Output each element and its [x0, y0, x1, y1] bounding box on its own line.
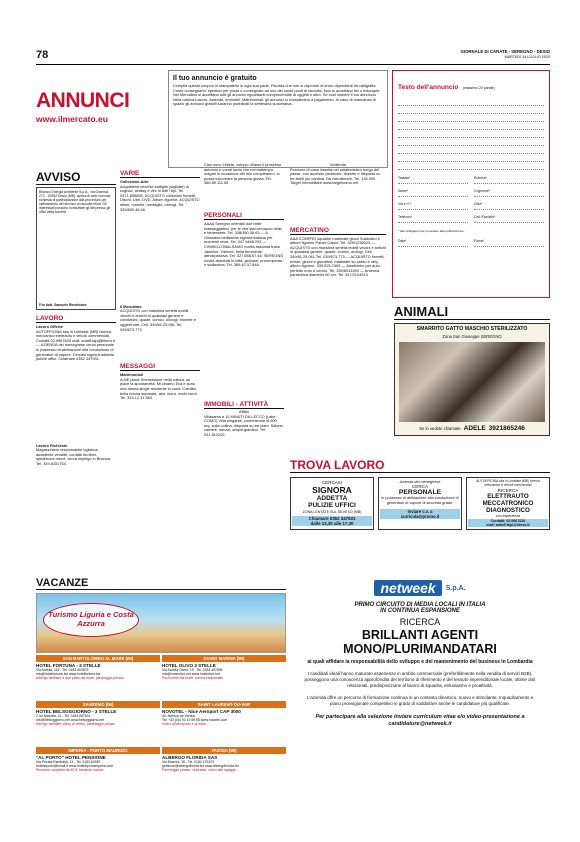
page-number: 78 [36, 49, 49, 61]
cat-photo [399, 342, 545, 422]
messaggi-title: MESSAGGI [120, 363, 200, 371]
hotel-address: Via Aurelia Ovest, 19 - Tel. 0183 497896 [162, 668, 223, 672]
netweek-cta: Per partecipare alla selezione inviare curriculum vitae e/o video-presentazione a candidature@netweek.it [315, 714, 525, 727]
lavoro-body2: Magazziniere responsabile logistica, assistente vendite, contatti fornitori, spedizione merci, cerca impiego in Brianza. Tel. 349.8151764. [36, 448, 112, 467]
hotel-region: DIANO MARINA (IM) [162, 655, 286, 662]
contact-phone: 3921865246 [488, 425, 525, 432]
avviso-body: Brianza Energia Ambiente S.p.A., via Gramsci, 272 - 20832 Desio (MB), avvisa di aver ricevuto richiesta di partecipazione alla procedura per l'affidamento del servizio di raccolta rifiuti. Gli interessati possono consultare gli atti presso gli uffici della società. [39, 190, 111, 215]
contact-name: ADELE [463, 425, 486, 432]
ad2-l4: in possesso di abilitazione alla conduzione di generatori di vapore di secondo grado. [381, 495, 459, 505]
trova-title: TROVA LAVORO [290, 458, 550, 473]
brand-block [36, 90, 164, 124]
netweek-tagline2: IN CONTINUA ESPANSIONE [380, 608, 460, 614]
netweek-role1: BRILLANTI AGENTI [361, 628, 479, 642]
hotel-address: C.so Matuzia, 41 - Tel. 0184 667631 [36, 714, 91, 718]
vacanze-banner [36, 593, 286, 653]
avviso-title: AVVISO [36, 170, 116, 185]
hotel-desc: Vicino all'aeroporto e al mare. [162, 722, 207, 727]
brand-title: ANNUNCI [36, 89, 130, 112]
hotel-card [36, 747, 160, 791]
lost-cat-headline: SMARRITO GATTO MASCHIO STERILIZZATO [416, 326, 528, 332]
mercatino-body: AAA COMPRO squadre materiale gioco Subbuteo e album figurine Panini Calcio. Tel. 329/1236023 — ACQUISTO con massima serietà mobili vecchi e antichi di qualsiasi genere, quadri, cornici, orologi. Cell. 349/61.25.061 Tel. 039/673.773 — ACQUISTO fumetti, riviste, giochi e giocattoli, materiale su calcio e rally, album figurine. 339.525.7463 — Alzabimbo per auto, perfetto euro 6 vendo. Tel. 339/6913394 — Antenna parabolica diametro 80 cm. Tel. 347/2104913 [290, 236, 386, 278]
netweek-ad [290, 578, 550, 810]
hotel-card [36, 655, 160, 699]
ad2-l6: curricula@promo.it [380, 514, 460, 519]
hotel-name: HOTEL BELSOGGIORNO - 3 STELLE [36, 709, 117, 714]
free-ad-title: Il tuo annuncio è gratuito [173, 75, 257, 82]
coupon-note: (massimo 20 parole) [462, 86, 495, 90]
ad2-l1: Azienda del meneghese [399, 480, 441, 484]
ad3-l8: mail: autoff.tapl@libero.it [468, 523, 548, 527]
hotel-address: 40, Avenue de Verdun [162, 714, 196, 718]
hotel-region: SANREMO (IM) [36, 701, 160, 708]
field-testata[interactable]: Testata* [398, 176, 468, 184]
free-ad-box [168, 70, 388, 168]
netweek-logo: netweek [374, 580, 441, 596]
ad1-l7: dalle 13,30 alle 17,30 [292, 521, 372, 526]
netweek-requirements: I candidati ideali hanno maturato esperienze in ambito commerciale (preferibilmente nella vendita di servizi B2B), posseggono una conoscenza approfondita del territorio di riferimento e del tessuto imprenditoriale locale, ottime doti relazionali, predisposizione al lavoro di squadra, entusiasmo e proattività. [304, 671, 536, 688]
column-1 [36, 170, 116, 490]
column-4 [290, 163, 386, 439]
immobili-sub: Affitto [239, 409, 249, 414]
ad3-l4: MECCATRONICO [482, 499, 534, 507]
lavoro-body: AUTOFFICINA sita in Limbiate (MB) ricerca meccanico elettrauto e veicoli commerciali. Contatti 02.9967620 mail: autoff.tapl@libero.it — AZIENDA del meneghese cerca personale in possesso di abilitazione alla conduzione di generatori di vapore. Cercasi signora addetta pulizie uffici. Chiamare 0362 347931. [36, 329, 115, 362]
coupon-title: Testo dell'annuncio [398, 84, 459, 91]
ad1-l4: PULIZIE UFFICI [308, 502, 356, 509]
messaggi-body: A ME piace l'immersione nella natura, mi piace la spontaneità. Mi chiamo Eva e sono una donna single residente in zona. Camilla, bella donna separata, alta, mora, occhi verdi. Tel. 333.12.31.563 [120, 377, 198, 401]
hotel-desc: Albergo familiare a due passi dal mare, parcheggio privato. [36, 676, 125, 681]
animali-section [394, 304, 550, 436]
hotel-desc: Albergo familiare vicino al centro, parcheggio privato. [36, 722, 116, 727]
hotel-card [162, 747, 286, 791]
hotel-region: TAGGIA (IM) [162, 747, 286, 754]
coupon-privacy: * dati obbligatori per procedere alla pubblicazione. [398, 229, 465, 233]
vacanze-section [36, 577, 286, 791]
column-3 [204, 163, 284, 507]
field-cell[interactable]: Cell./Fax/altri* [474, 215, 544, 223]
lost-cat-ad [394, 323, 550, 436]
hotel-name: HOTEL OLIVO 3 STELLE [162, 663, 216, 668]
field-rubrica[interactable]: Rubrica* [474, 176, 544, 184]
hotel-web: info@belsoggiorno.net www.belsoggiorno.net [36, 718, 105, 723]
field-telefono[interactable]: Telefono* [398, 215, 468, 223]
cleaning-ad [290, 477, 374, 530]
ad3-l5: DIAGNOSTICO [486, 506, 530, 514]
hotel-web: Tel. +33 (0)4 93 19 55 55 www.novotel.com [162, 718, 228, 723]
hotel-address: Via Privata Rambaldi, 13 - Tel. 0183.64987 [36, 760, 101, 764]
banner-text: Turismo Liguria e Costa Azzurra [48, 610, 134, 628]
netweek-offer: L'azienda offre un percorso di formazione continua in un contesto dinamico, nuovo e stimolante. Inquadramento e piano provvigionale competitivo in grado di soddisfare anche le candidature più qualificate. [306, 695, 534, 706]
hotel-name: ALBERGO FLORIDA SAS [162, 755, 218, 760]
animali-title: ANIMALI [394, 304, 550, 320]
lavoro-sub2: Lavoro Richieste [36, 442, 68, 448]
column-2 [120, 170, 200, 460]
netweek-mission: ai quali affidare la responsabilità dello sviluppo e del mantenimento del business in Lombardia [307, 659, 533, 665]
varie-title: VARIE [120, 170, 200, 178]
hotel-region: SAINT LAURENT-DU-VAR [162, 701, 286, 708]
hotel-web: info@hotelolivo.net www.hotelolivo.net [162, 672, 220, 677]
coupon-fields [398, 176, 544, 223]
issue-date: MARTEDÌ 14 LUGLIO 2020 [504, 55, 550, 59]
netweek-ricerca: RICERCA [399, 617, 441, 627]
personali-body: AAAA Seregno orientali due belle massaggiatrici, per te che stai cercando relax e benessere. Tel. 338/350.36.63 — A Giussano bellissima signora italiana per momenti relax. Tel. 347.9468.293 — CINISELLOBALSAMO novità assoluta trans Jasmine, 24enne, bella femminile, attiva/passiva. Tel. 327.658.67.44. SEREGNO novità assoluta in città, giovane, prorompente e sodissima. Tel. 389.42.37.848. [204, 222, 284, 268]
free-ad-body: Compila questo coupon in stampatello in ogni sua parte. Ricorda che non si risponde di errori dipendenti da calligrafia. Come consegnarlo: spedisci per posta o consegnalo ad uno dei nostri punti di raccolta. Non si accettano fax o fotocopie. Nel Mercatino si accettano tutti gli annunci riguardanti compravendite di oggetti e altro. Se vuoi inserire il tuo annuncio nella rubrica Lavoro, Aziende, Immobili, Matrimoniali, gli annunci si considerano a pagamento. In caso di mancanza di spazio gli annunci gratuiti saranno pubblicati la settimana successiva. [173, 83, 381, 107]
hotel-name: NOVOTEL - Nice Aeroport CAP 3000 [162, 709, 241, 714]
lavoro-title: LAVORO [36, 315, 116, 323]
hotel-card [36, 701, 160, 745]
field-firma[interactable]: Firma* [474, 239, 544, 247]
field-data[interactable]: Data* [398, 239, 468, 247]
field-cognome[interactable]: Cognome* [474, 189, 544, 197]
ad1-l5: ZONA LENTATE SUL SEVESO (MB) [302, 510, 362, 514]
varie-sub2: Il Mercatino [120, 303, 142, 309]
boiler-ad [378, 477, 462, 530]
field-citta[interactable]: Città* [474, 202, 544, 210]
ad1-l2: SIGNORA [312, 485, 352, 495]
ad2-l2: CERCA [411, 484, 429, 489]
ad3-l7: Contatti: 02.9967620 [468, 519, 548, 523]
field-via[interactable]: Via e n°* [398, 202, 468, 210]
varie-body2: ACQUISTO con massima serietà mobili vecchi e antichi di qualsiasi genere e condizioni, quadri, cornici, orologi, monete e oggetti vari. Cell. 349/61.25.061 Tel. 039/673.773 [120, 309, 196, 332]
avviso-box [36, 187, 116, 310]
hotel-name: "AL PORTO" HOTEL PENSIONE [36, 755, 106, 760]
field-nome[interactable]: Nome* [398, 189, 468, 197]
newspaper-name: GIORNALE DI CARATE - SEREGNO - DESIO [460, 49, 550, 54]
mechanic-ad [466, 477, 550, 530]
ad1-l3: ADDETTA [316, 495, 348, 502]
hotel-desc: Parcheggio privato, ristorante, vicino alle spiagge. [162, 768, 237, 773]
hotel-web: gestione@albergoflorida.biz www.albergoflorida.biz [162, 764, 239, 769]
trova-lavoro-section [290, 458, 550, 530]
netweek-tagline1: PRIMO CIRCUITO DI MEDIA LOCALI IN ITALIA [354, 602, 486, 608]
ad3-l1: AUTOFFICINA sita in Limbiate (MB) ricerca meccanico e veicoli commerciali [476, 479, 540, 487]
immobili-title: IMMOBILI - ATTIVITÀ [204, 401, 284, 409]
ad2-l5: Inviare c.v. a [380, 509, 460, 514]
page-header [36, 49, 550, 63]
hotel-grid [36, 655, 286, 791]
avviso-signature: F.to dott. Samuele Ronchione [39, 303, 87, 307]
header-rule [36, 64, 550, 65]
hotel-web: hotelalporto@email.it www.hotelalportoimperia.com [36, 764, 114, 769]
brand-site: www.ilmercato.eu [36, 114, 108, 124]
coupon-lines [398, 98, 544, 170]
ad1-l6: Chiamare 0362 347931 [292, 516, 372, 521]
lost-cat-zone: Zona San Giuseppe SEREGNO [442, 334, 502, 339]
ad3-l3: ELETTRAUTO [487, 492, 529, 500]
multimedia-sub: Moltiedia [330, 162, 346, 167]
hotel-desc: Pensione completa da 60 €, bevande incluse. [36, 768, 105, 773]
ad3-l2: RICERCA [497, 487, 519, 493]
hotel-card [162, 701, 286, 745]
coupon-form [392, 70, 550, 298]
hotel-card [162, 655, 286, 699]
ad2-l3: PERSONALE [398, 489, 442, 496]
hotel-name: HOTEL FORTUNA - 3 STELLE [36, 663, 101, 668]
lavoro-subtitle: Lavoro Offerte [36, 324, 63, 330]
hotel-address: Via Aurelia, 116 - Tel. 0183.400875 [36, 668, 89, 672]
hotel-desc: Pochi metri dal mare, cucina tradizionale. [162, 676, 225, 681]
hotel-web: info@hotelfortuna.biz www.hotelfortuna.biz [36, 672, 101, 677]
personali-title: PERSONALI [204, 212, 284, 220]
netweek-role2: MONO/PLURIMANDATARI [343, 642, 497, 656]
netweek-spa: S.p.A. [445, 584, 466, 592]
hotel-region: IMPERIA - PORTO MAURIZIO [36, 747, 160, 754]
immobili-body: Villasanta a 10 MINUTI DA LECCO (Lake COMO) Villa elegante, confortevole di 600 mq, sulla collina, disposta su tre piani. Salone, camere, servizi, ampio giardino. Tel. 031.812202. [204, 414, 284, 437]
messaggi-sub: Matrimoniali [120, 372, 143, 378]
ad1-l1: CERCASI [321, 480, 342, 485]
contact-label: Se lo vedete chiamate [419, 426, 461, 431]
porzione-body: Porzione di casa inserita nel caratteristico borgo del paese, con accesso pedonale, finestre e disposta su tre livelli più cantina. Da ristrutturare. Tel. 140.000. Target Immobiliare www.targetcomo.net [290, 167, 381, 186]
ad3-l6: con esperienza [495, 513, 521, 518]
varie-body: Acquisterei vecchie bottiglie (sigillate) di cognac, whisky e vini di tutti i tipi. Tel. 0371.858655. ACQUISTO collezioni fumetti, Dischi, Libri, DVD, Album figurine. ACQUISTO stime, monete, medaglie, orologi. Tel. 339/800.46.46 [120, 184, 200, 212]
varie-sub: Collezione-Arte [120, 179, 149, 184]
mercatino-title: MERCATINO [290, 227, 386, 235]
vacanze-title: VACANZE [36, 577, 286, 590]
hotel-address: Via Mazzini, 38 - Tel. 0184 475323 [162, 760, 214, 764]
hotel-region: SAN BARTOLOMEO AL MARE (IM) [36, 655, 160, 662]
letizia-ad: Ciao sono Letizia, compio 40anni il prossimo autunno e vorrei tanto che nel frattempo, magari in occasione del mio compleanno, io possa incontrare la persona giusta. Tel. 366.89.111.55 [204, 163, 281, 186]
